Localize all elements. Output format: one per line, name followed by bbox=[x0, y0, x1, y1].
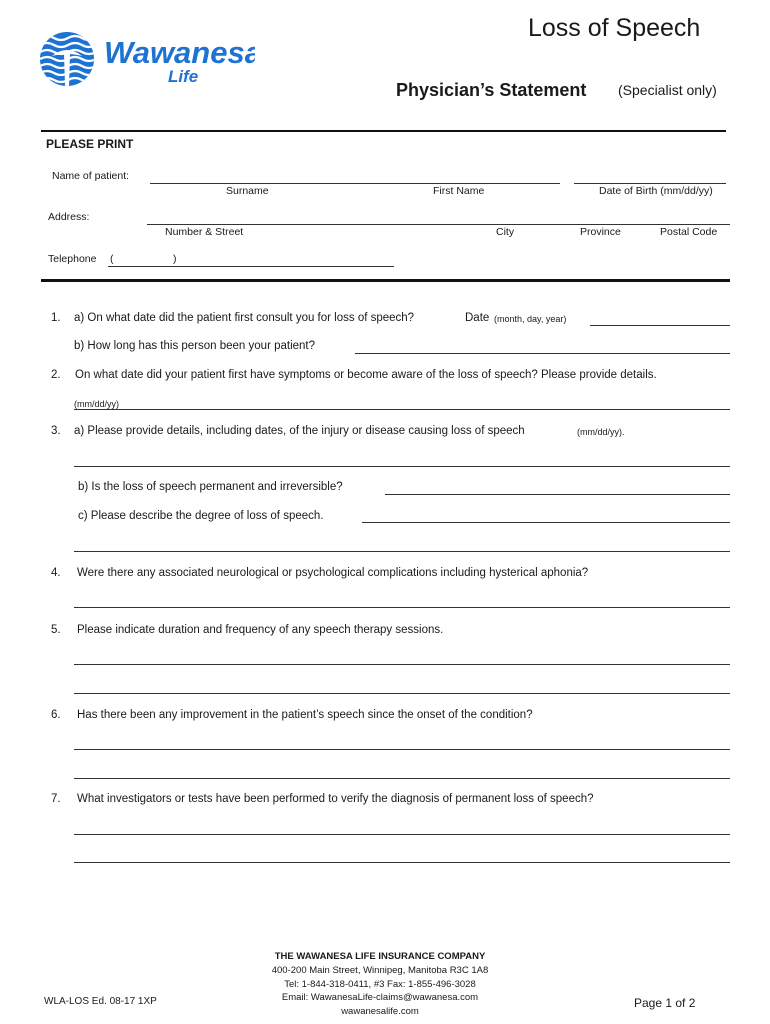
question-3a-date-hint: (mm/dd/yy). bbox=[577, 427, 625, 437]
footer-website: wawanesalife.com bbox=[341, 1006, 419, 1017]
area-code-close-paren: ) bbox=[173, 253, 177, 265]
area-code-open-paren: ( bbox=[110, 253, 114, 265]
wawanesa-life-logo bbox=[40, 30, 255, 88]
section-divider bbox=[41, 279, 730, 282]
question-6-answer-field-line-2[interactable] bbox=[74, 778, 730, 779]
first-name-caption: First Name bbox=[433, 185, 485, 197]
question-3c-answer-field[interactable] bbox=[362, 522, 730, 523]
surname-caption: Surname bbox=[226, 185, 269, 197]
telephone-field[interactable] bbox=[108, 266, 394, 267]
address-label: Address: bbox=[48, 211, 90, 223]
question-7-answer-field[interactable] bbox=[74, 834, 730, 835]
question-1b-text: b) How long has this person been your patient? bbox=[74, 340, 316, 352]
question-2-text: On what date did your patient first have symptoms or become aware of the loss of speech? Please provide details. bbox=[75, 369, 657, 381]
question-3c-answer-field-line-2[interactable] bbox=[74, 551, 730, 552]
question-2-date-hint: (mm/dd/yy) bbox=[74, 399, 119, 409]
question-5-answer-field-line-2[interactable] bbox=[74, 693, 730, 694]
question-2-answer-field[interactable] bbox=[74, 409, 730, 410]
page-number: Page 1 of 2 bbox=[634, 996, 696, 1010]
patient-name-field[interactable] bbox=[150, 183, 560, 184]
address-field[interactable] bbox=[147, 224, 730, 225]
question-7-number: 7. bbox=[51, 793, 61, 805]
telephone-label: Telephone bbox=[48, 253, 97, 265]
svg-text:Wawanesa: Wawanesa bbox=[104, 35, 255, 70]
question-2-number: 2. bbox=[51, 369, 61, 381]
form-code: WLA-LOS Ed. 08-17 1XP bbox=[44, 996, 157, 1007]
question-6-number: 6. bbox=[51, 709, 61, 721]
footer-email: Email: WawanesaLife-claims@wawanesa.com bbox=[281, 992, 479, 1003]
question-3a-text: a) Please provide details, including dates, of the injury or disease causing loss of speech bbox=[74, 425, 525, 437]
number-street-caption: Number & Street bbox=[165, 226, 244, 238]
question-4-number: 4. bbox=[51, 567, 61, 579]
question-5-answer-field[interactable] bbox=[74, 664, 730, 665]
header-divider bbox=[41, 130, 726, 132]
question-1a-date-hint: (month, day, year) bbox=[494, 314, 567, 324]
question-1a-text: a) On what date did the patient first consult you for loss of speech? bbox=[74, 312, 415, 324]
footer-address: 400-200 Main Street, Winnipeg, Manitoba R3C 1A8 bbox=[271, 965, 489, 976]
postal-code-caption: Postal Code bbox=[660, 226, 718, 238]
question-4-text: Were there any associated neurological or psychological complications including hysterical aphonia? bbox=[77, 567, 589, 579]
footer-phone-fax: Tel: 1-844-318-0411, #3 Fax: 1-855-496-3028 bbox=[284, 979, 476, 990]
question-5-number: 5. bbox=[51, 624, 61, 636]
question-3-number: 3. bbox=[51, 425, 61, 437]
city-caption: City bbox=[496, 226, 515, 238]
document-title: Loss of Speech bbox=[528, 14, 701, 42]
question-4-answer-field[interactable] bbox=[74, 607, 730, 608]
question-1a-date-label: Date bbox=[465, 312, 490, 324]
question-3b-answer-field[interactable] bbox=[385, 494, 730, 495]
patient-name-label: Name of patient: bbox=[52, 170, 130, 182]
question-5-text: Please indicate duration and frequency of any speech therapy sessions. bbox=[77, 624, 444, 636]
question-6-answer-field[interactable] bbox=[74, 749, 730, 750]
footer-company-name: THE WAWANESA LIFE INSURANCE COMPANY bbox=[274, 951, 486, 962]
date-of-birth-field[interactable] bbox=[574, 183, 726, 184]
document-subtitle: Physician’s Statement bbox=[396, 80, 587, 100]
question-3a-answer-field[interactable] bbox=[74, 466, 730, 467]
svg-text:Life: Life bbox=[168, 67, 199, 86]
question-7-answer-field-line-2[interactable] bbox=[74, 862, 730, 863]
question-1-number: 1. bbox=[51, 312, 61, 324]
date-of-birth-caption: Date of Birth (mm/dd/yy) bbox=[599, 185, 713, 197]
subtitle-note: (Specialist only) bbox=[618, 82, 717, 98]
question-1b-answer-field[interactable] bbox=[355, 353, 730, 354]
province-caption: Province bbox=[580, 226, 621, 238]
question-7-text: What investigators or tests have been performed to verify the diagnosis of permanent loss of speech? bbox=[77, 793, 594, 805]
please-print-heading: PLEASE PRINT bbox=[46, 137, 134, 151]
question-1a-answer-field[interactable] bbox=[590, 325, 730, 326]
question-3c-text: c) Please describe the degree of loss of speech. bbox=[78, 510, 324, 522]
question-6-text: Has there been any improvement in the patient’s speech since the onset of the condition? bbox=[77, 709, 533, 721]
question-3b-text: b) Is the loss of speech permanent and irreversible? bbox=[78, 481, 343, 493]
